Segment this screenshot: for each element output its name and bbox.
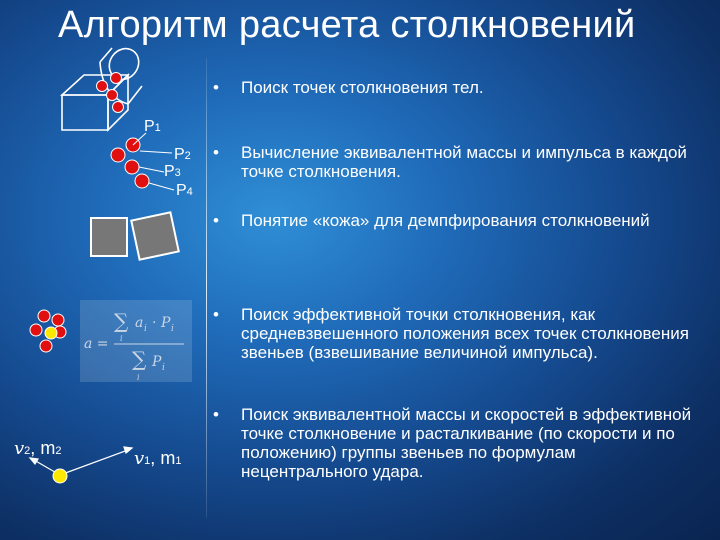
collision-point xyxy=(40,340,52,352)
label-v2-m2: v2, m2 xyxy=(14,438,62,459)
effective-point-yellow xyxy=(53,469,67,483)
num-i2: i xyxy=(171,324,174,334)
label-p3: P3 xyxy=(164,163,181,180)
bullet-marker: • xyxy=(213,78,219,97)
num-a: a xyxy=(135,315,144,331)
sum-bottom: ∑ xyxy=(132,347,147,371)
point-p3 xyxy=(125,160,139,174)
contact-point xyxy=(97,81,108,92)
bullet-text: Поиск точек столкновения тел. xyxy=(241,78,484,97)
label-v1-m1: v1, m1 xyxy=(134,448,182,469)
num-i1: i xyxy=(144,324,147,334)
collision-point xyxy=(38,310,50,322)
point-p4 xyxy=(135,174,149,188)
bullet-text: Понятие «кожа» для демпфирования столкновений xyxy=(241,211,650,230)
den-p: P xyxy=(152,354,162,370)
num-dot: · xyxy=(152,315,157,331)
weighted-position-formula xyxy=(80,300,192,382)
sum-bottom-index: i xyxy=(137,373,140,382)
bullet-text: Поиск эквивалентной массы и скоростей в эффективной точке столкновение и расталкивание (по скорости и по положению) группы звеньев по формулам нецентрального удара. xyxy=(241,405,692,481)
label-p1: P1 xyxy=(144,118,161,135)
label-p2: P2 xyxy=(174,146,191,163)
label-p4: P4 xyxy=(176,182,193,199)
bullet-marker: • xyxy=(213,405,219,424)
bullet-marker: • xyxy=(213,211,219,230)
contact-point xyxy=(113,102,124,113)
skin-box-left xyxy=(91,218,127,256)
bullet-text: Поиск эффективной точки столкновения, как средневзвешенного положения всех точек столкновения звеньев (взвешивание величиной импульса). xyxy=(241,305,689,362)
bullet-marker: • xyxy=(213,143,219,162)
contact-point xyxy=(111,73,122,84)
point-p1 xyxy=(111,148,125,162)
bullet-text: Вычисление эквивалентной массы и импульса в каждой точке столкновения. xyxy=(241,143,687,181)
sum-top-index: i xyxy=(120,334,123,343)
page-title: Алгоритм расчета столкновений xyxy=(58,4,636,46)
collision-point xyxy=(52,314,64,326)
contact-point xyxy=(107,90,118,101)
bullet-marker: • xyxy=(213,305,219,324)
formula-drawing xyxy=(80,300,192,382)
collision-point xyxy=(30,324,42,336)
num-p: P xyxy=(161,315,171,331)
sum-top: ∑ xyxy=(114,309,129,333)
den-i: i xyxy=(162,363,165,373)
skin-box-right xyxy=(131,212,178,259)
effective-point xyxy=(45,327,57,339)
formula-lhs: a = xyxy=(84,336,109,352)
